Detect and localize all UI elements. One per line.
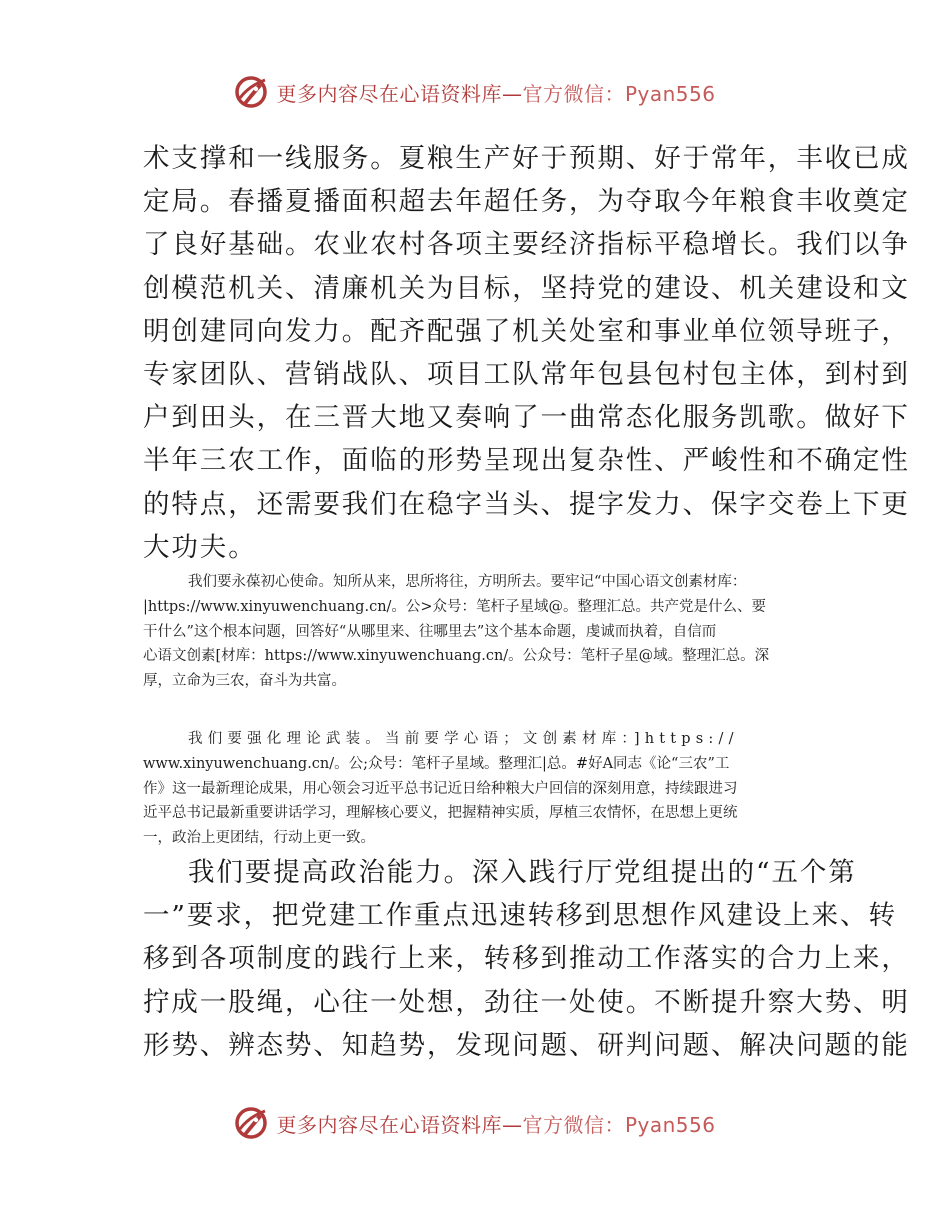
paragraph-1-line: 专家团队、营销战队、项目工队常年包县包村包主体，到村到 xyxy=(143,358,910,390)
paragraph-3-line: 我们要强化理论武装。当前要学心语；文创素材库：]https:// xyxy=(188,731,739,747)
paragraph-3-line: 一，政治上更团结，行动上更一致。 xyxy=(143,830,375,847)
paragraph-1-line: 半年三农工作，面临的形势呈现出复杂性、严峻性和不确定性 xyxy=(143,445,910,477)
paragraph-3-line: 近平总书记最新重要讲话学习，理解核心要义，把握精神实质，厚植三农情怀，在思想上更统 xyxy=(143,805,738,822)
banner-text xyxy=(276,78,715,107)
paragraph-1-line: 大功夫。 xyxy=(143,531,257,563)
banner-dash: — xyxy=(501,1112,523,1137)
paragraph-3-line: 作》这一最新理论成果，用心领会习近平总书记近日给种粮大户回信的深刻用意，持续跟进习 xyxy=(143,780,738,797)
paragraph-2-line: 厚，立命为三农，奋斗为共富。 xyxy=(143,673,346,690)
paragraph-4-line: 形势、辨态势、知趋势，发现问题、研判问题、解决问题的能 xyxy=(143,1029,910,1061)
banner-text xyxy=(276,1109,715,1138)
paragraph-4-line: 我们要提高政治能力。深入践行厅党组提出的“五个第 xyxy=(188,857,857,888)
banner-wechat-text: 官方微信：Pyan556 xyxy=(522,1112,716,1137)
paragraph-3 xyxy=(143,727,810,851)
header-banner xyxy=(0,72,950,112)
banner-main-text: 更多内容尽在心语资料库 xyxy=(276,81,502,106)
paragraph-4-line: 拧成一股绳，心往一处想，劲往一处使。不断提升察大势、明 xyxy=(143,986,910,1018)
paragraph-2 xyxy=(143,570,810,694)
paragraph-1-line: 创模范机关、清廉机关为目标，坚持党的建设、机关建设和文 xyxy=(143,272,910,304)
paragraph-1-line: 定局。春播夏播面积超去年超任务，为夺取今年粮食丰收奠定 xyxy=(143,186,910,218)
paragraph-1-line: 了良好基础。农业农村各项主要经济指标平稳增长。我们以争 xyxy=(143,229,910,261)
paragraph-2-line: 我们要永葆初心使命。知所从来，思所将往，方明所去。要牢记“中国心语文创素材库： xyxy=(188,574,747,590)
banner-dash: — xyxy=(501,81,523,106)
footer-banner xyxy=(0,1103,950,1143)
paragraph-2-line: 干什么”这个根本问题，回答好“从哪里来、往哪里去”这个基本命题，虔诚而执着，自信而 xyxy=(143,623,717,640)
paragraph-4-line: 移到各项制度的践行上来，转移到推动工作落实的合力上来， xyxy=(143,943,910,975)
paragraph-3-line: www.xinyuwenchuang.cn/。公;众号：笔杆子星域。整理汇|总。#好A同志《论“三农”工 xyxy=(143,755,730,772)
paragraph-1 xyxy=(143,137,910,569)
pen-logo-icon xyxy=(234,74,270,110)
banner-main-text: 更多内容尽在心语资料库 xyxy=(276,1112,502,1137)
paragraph-1-line: 户到田头，在三晋大地又奏响了一曲常态化服务凯歌。做好下 xyxy=(143,402,910,434)
banner-wechat-text: 官方微信：Pyan556 xyxy=(522,81,716,106)
paragraph-4 xyxy=(143,851,910,1067)
pen-logo-icon xyxy=(234,1105,270,1141)
paragraph-2-line: 心语文创素[材库：https://www.xinyuwenchuang.cn/。公众号：笔杆子星@域。整理汇总。深 xyxy=(143,648,770,665)
paragraph-2-line: |https://www.xinyuwenchuang.cn/。公>众号：笔杆子星域@。整理汇总。共产党是什么、要 xyxy=(143,598,767,615)
paragraph-1-line: 术支撑和一线服务。夏粮生产好于预期、好于常年，丰收已成 xyxy=(143,143,910,174)
paragraph-1-line: 明创建同向发力。配齐配强了机关处室和事业单位领导班子， xyxy=(143,315,910,347)
paragraph-4-line: 一”要求，把党建工作重点迅速转移到思想作风建设上来、转 xyxy=(143,900,897,932)
paragraph-1-line: 的特点，还需要我们在稳字当头、提字发力、保字交卷上下更 xyxy=(143,488,910,520)
